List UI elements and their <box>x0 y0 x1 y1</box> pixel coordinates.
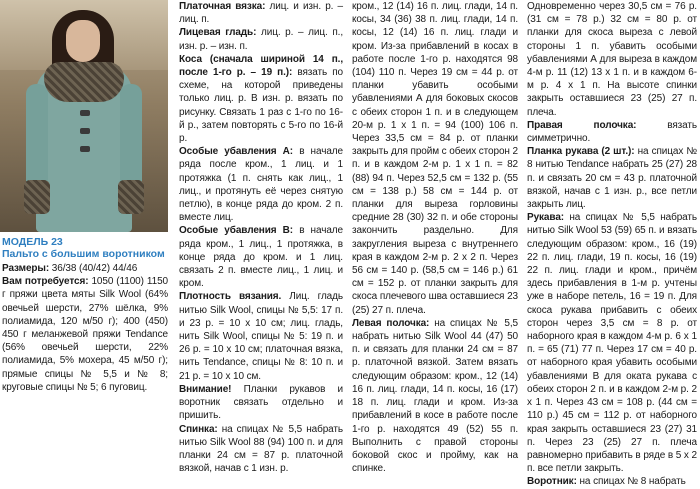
paragraph <box>2 275 168 394</box>
column-4 <box>527 0 697 489</box>
paragraph <box>527 0 697 119</box>
paragraph-text: лиц. р. – лиц. п., изн. р. – изн. п. <box>179 27 343 52</box>
paragraph-text: на спицах № 8 набрать <box>576 476 686 488</box>
model-number: МОДЕЛЬ 23 <box>2 236 63 248</box>
paragraph <box>179 290 343 382</box>
paragraph-text: Лиц. гладь нитью Silk Wool, спицы № 5,5: 17 п. и 23 р. = 10 х 10 см; лиц. гладь, нить Silk Wool, спицы № 5: 19 п. и 26 р. = 10 х 10 см; платочная вязка, нить Tendance, спицы № 8: 10 п. и 21 р. = 10 х 10 см. <box>179 291 343 382</box>
section-heading: Размеры: <box>2 263 50 274</box>
paragraph <box>179 224 343 290</box>
paragraph-text: на спицах № 5,5 набрать нитью Silk Wool 88 (94) 100 п. и для планки 24 см = 87 р. платочной вязкой, начав с 1 изн. р. <box>179 423 343 475</box>
paragraph-text: Одновременно через 30,5 см = 76 р. (31 см = 78 р.) 32 см = 80 р. от планки для скоса выреза с левой стороны 1 п. убавить особыми убавлениями А для выреза в каждом 4-м р. 11 (12) 13 х 1 п. и в каждом 6-м р. 4 х 1 п. На высоте спинки закрыть оставшиеся 23 (25) 27 п. плеча. <box>527 1 697 118</box>
paragraph <box>179 53 343 145</box>
paragraph-text: Планки рукавов и воротник связать отдельно и пришить. <box>179 383 343 422</box>
paragraph-text: в начале ряда после кром., 1 лиц. и 1 протяжка (1 п. снять как лиц., 1 лиц., и протянуть её через снятую петлю), в конце ряда до кром. 2 п. вместе лиц. <box>179 146 343 224</box>
paragraph <box>2 262 168 275</box>
paragraph <box>179 145 343 224</box>
paragraph <box>179 0 343 26</box>
column-2 <box>179 0 343 475</box>
paragraph-text: вязать по схеме, на которой приведены только лиц. р. В изн. р. вязать по рисунку. Связать 1 раз с 1-го по 16-й р., затем повторять с 5-го по 16-й р. <box>179 67 343 145</box>
section-heading: Правая полочка: <box>527 119 637 131</box>
paragraph <box>527 211 697 475</box>
paragraph-text: в начале ряда кром., 1 лиц., 1 протяжка, в конце ряда до кром. и 1 лиц. связать 2 п. вместе лиц., 1 лиц. и кром. <box>179 225 343 290</box>
section-heading: Рукава: <box>527 212 565 224</box>
paragraph-text: кром., 12 (14) 16 п. лиц. глади, 14 п. косы, 34 (36) 38 п. лиц. глади, 14 п. косы, 12 (14) 16 п. лиц. глади и кром. Из-за прибавлений в косах в работе после 1-го р. находятся 98 (104) 110 п. Через 19 см = 44 р. от планки убавить особыми убавлениями А для боковых скосов с обеих сторон 1 п. и в следующем 20-м р. 1 х 1 п. = 94 (100) 106 п. Через 33,5 см = 84 р. от планки закрыть для пройм с обеих сторон 2 п. и в каждом 2-м р. 1 х 1 п. = 82 (88) 94 п. Через 52,5 см = 132 р. (55 см = 138 р.) 58 см = 144 р. от планки для выреза горловины средние 28 (30) 32 п. и обе стороны закончить раздельно. Для закругления выреза с внутреннего края в каждом 2-м р. 2 х 2 п. Через 56 см = 140 р. (58,5 см = 146 р.) 61 см = 152 р. от планки закрыть для скоса плечевого шва оставшиеся 23 (25) 27 п. плеча. <box>352 1 518 316</box>
column-1 <box>2 262 168 394</box>
paragraph <box>352 317 518 475</box>
paragraph-text: на спицах № 5,5 набрать нитью Silk Wool 44 (47) 50 п. и связать для планки 24 см = 87 р. платочной вязкой. Затем вязать следующим образом: кром., 12 (14) 16 п. лиц. глади, 14 п. косы, 16 (17) 18 п. лиц. глади и кром. Из-за прибавлений в косе в работе после 1-го р. находятся 49 (52) 55 п. Выполнить с правой стороны боковой скос и пройму, как на спинке. <box>352 317 518 475</box>
paragraph-text: 36/38 (40/42) 44/46 <box>49 263 138 274</box>
section-heading: Планка рукава (2 шт.): <box>527 146 635 158</box>
section-heading: Левая полочка: <box>352 317 430 329</box>
section-heading: Плотность вязания. <box>179 291 282 303</box>
paragraph <box>179 383 343 423</box>
section-heading: Коса (сначала шириной 14 п., после 1-го р. – 19 п.): <box>179 53 343 79</box>
paragraph-text: лиц. и изн. р. – лиц. п. <box>179 1 343 26</box>
model-photo <box>0 0 168 232</box>
section-heading: Лицевая гладь: <box>179 27 257 39</box>
paragraph <box>179 423 343 476</box>
paragraph <box>527 475 697 488</box>
paragraph <box>179 26 343 52</box>
section-heading: Особые убавления В: <box>179 225 294 237</box>
paragraph-text: вязать симметрично. <box>527 119 697 145</box>
section-heading: Особые убавления А: <box>179 146 294 158</box>
column-3 <box>352 0 518 475</box>
paragraph-text: на спицах № 5,5 набрать нитью Silk Wool 53 (59) 65 п. и вязать следующим образом: кром., 16 (19) 22 п. лиц. глади, 19 п. косы, 16 (19) 22 п. лиц. глади и кром., причём здесь прибавления в 1-м р. учтены уже в наборе петель, 16 = 19 п. Для скоса рукава прибавить с обеих сторон через 3,5 см = 8 р. от наборного края в каждом 4-м р. 6 х 1 п. = 65 (71) 77 п. Через 17 см = 40 р. от наборного края убавить особыми убавлениями В для оката рукава с обеих сторон 2 п. и в каждом 2-м р. 2 х 1 п. Через 43 см = 108 р. (44 см = 110 р.) 45 см = 112 р. от наборного края закрыть оставшиеся 23 (27) 31 п. Через 23 (25) 27 п. плеча равномерно прибавить в ряде в 5 х 2 п. все петли закрыть. <box>527 212 697 475</box>
section-heading: Вам потребуется: <box>2 276 89 288</box>
paragraph-text: 1050 (1100) 1150 г пряжи цвета мяты Silk Wool (64% овечьей шерсти, 27% шёлка, 9% полиамида, 120 м/50 г); 400 (450) 450 г меланжевой пряжи Tendance (56% овечьей шерсти, 22% полиамида, 5% мохера, 45 м/50 г); прямые спицы № 5,5 и № 8; круговые спицы № 5; 6 пуговиц. <box>2 276 168 393</box>
section-heading: Спинка: <box>179 423 218 435</box>
paragraph <box>527 145 697 211</box>
paragraph <box>527 119 697 145</box>
paragraph <box>352 0 518 317</box>
section-heading: Платочная вязка: <box>179 1 266 12</box>
section-heading: Внимание! <box>179 383 232 395</box>
model-title <box>2 236 170 260</box>
paragraph-text: на спицах № 8 нитью Tendance набрать 25 (27) 28 п. и связать 20 см = 43 р. платочной вязкой, начав с 1 изн. р., все петли закрыть лиц. <box>527 146 697 211</box>
section-heading: Воротник: <box>527 476 577 488</box>
model-subtitle: Пальто с большим воротником <box>2 248 165 260</box>
